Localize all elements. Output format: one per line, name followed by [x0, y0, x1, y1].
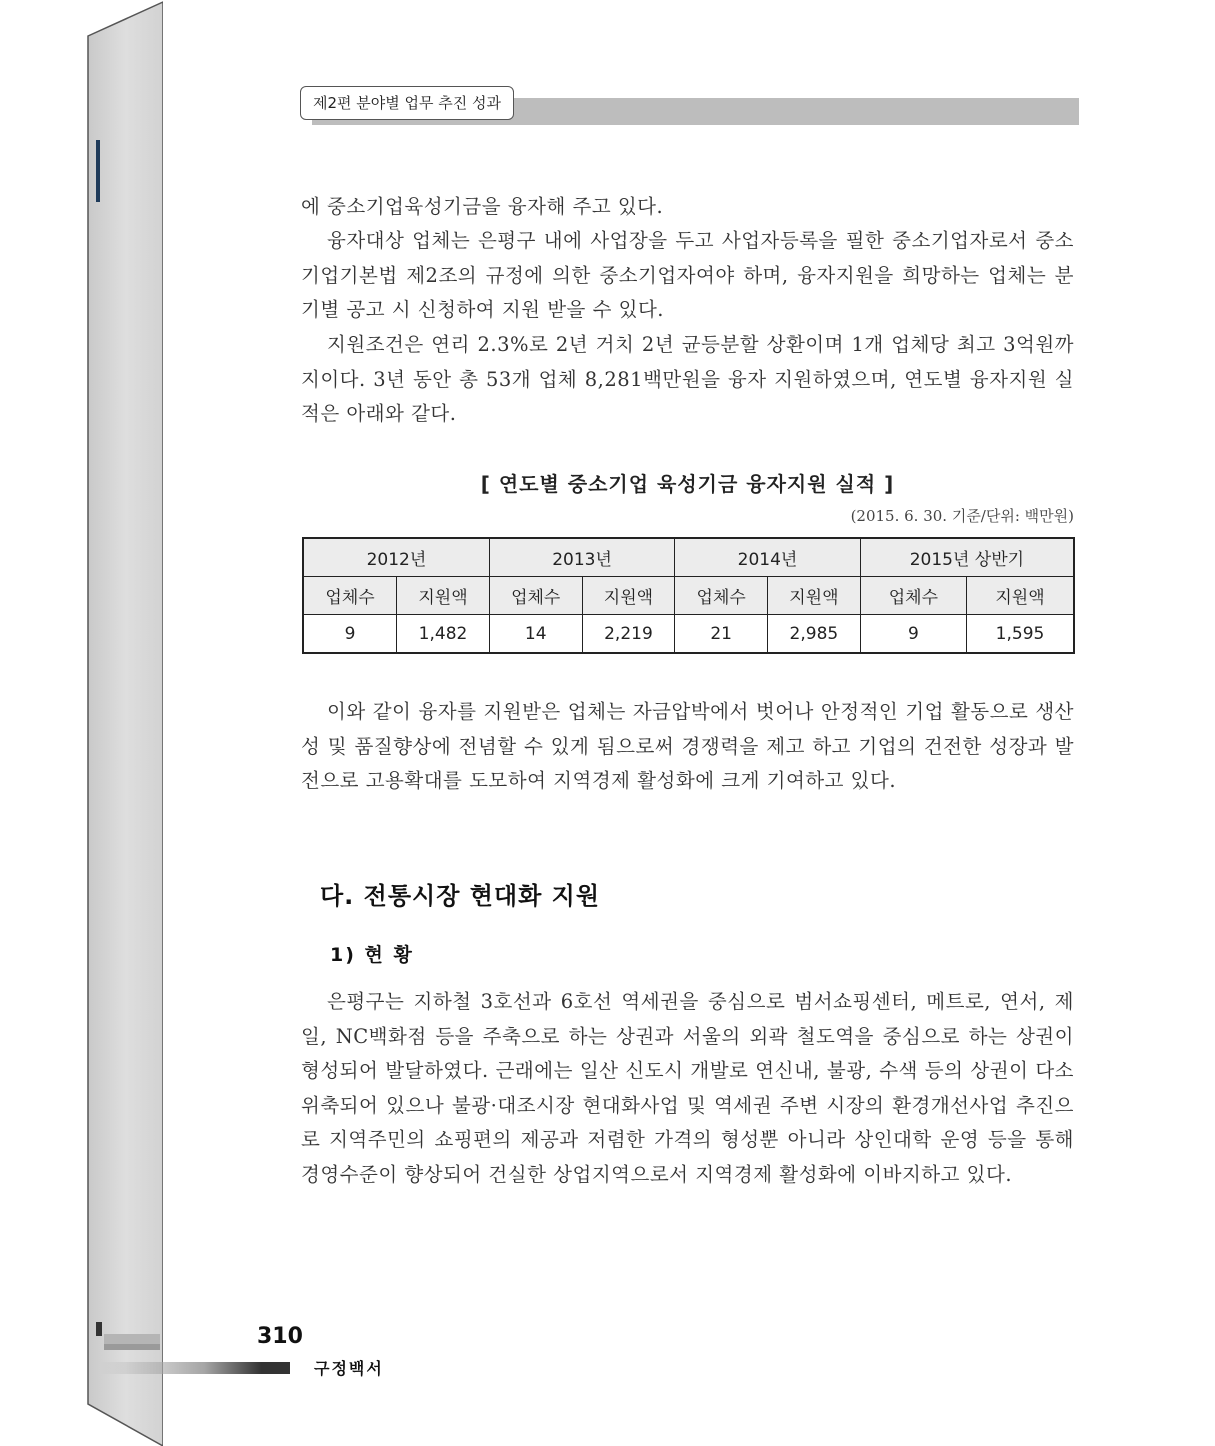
table-year-row — [303, 538, 1074, 577]
table-cell: 1,595 — [967, 615, 1074, 654]
sub-header: 지원액 — [582, 577, 675, 615]
table-row — [303, 615, 1074, 654]
table-subheader-row — [303, 577, 1074, 615]
table-note: (2015. 6. 30. 기준/단위: 백만원) — [850, 507, 1074, 525]
sub-header: 업체수 — [860, 577, 966, 615]
paragraph-5: 은평구는 지하철 3호선과 6호선 역세권을 중심으로 범서쇼핑센터, 메트로, 연서, 제일, NC백화점 등을 주축으로 하는 상권과 서울의 외곽 철도역을 중심으로 하는 상권이 형성되어 발달하였다. 근래에는 일산 신도시 개발로 연신내, 불광, 수색 등의 상권이 다소 위축되어 있으나 불광·대조시장 현대화사업 및 역세권 주변 시장의 환경개선사업 추진으로 지역주민의 쇼핑편의 제공과 저렴한 가격의 형성뿐 아니라 상인대학 운영 등을 통해 경영수준이 향상되어 건실한 상업지역으로서 지역경제 활성화에 이바지하고 있다. — [301, 990, 1074, 1186]
section-title: 다. 전통시장 현대화 지원 — [320, 882, 601, 910]
year-header: 2014년 — [675, 538, 860, 577]
paragraph-1: 에 중소기업육성기금을 융자해 주고 있다. — [301, 195, 664, 218]
table-cell: 14 — [489, 615, 582, 654]
sub-header: 지원액 — [967, 577, 1074, 615]
table-cell: 21 — [675, 615, 768, 654]
paragraph-2: 융자대상 업체는 은평구 내에 사업장을 두고 사업자등록을 필한 중소기업자로서 중소기업기본법 제2조의 규정에 의한 중소기업자여야 하며, 융자지원을 희망하는 업체는 분기별 공고 시 신청하여 지원 받을 수 있다. — [301, 229, 1074, 321]
paragraph-3: 지원조건은 연리 2.3%로 2년 거치 2년 균등분할 상환이며 1개 업체당 최고 3억원까지이다. 3년 동안 총 53개 업체 8,281백만원을 융자 지원하였으며, 연도별 융자지원 실적은 아래와 같다. — [301, 333, 1074, 425]
table-title: [ 연도별 중소기업 육성기금 융자지원 실적 ] — [480, 472, 895, 496]
sub-header: 업체수 — [675, 577, 768, 615]
book-title: 구정백서 — [314, 1359, 384, 1378]
subsection-title: 1) 현 황 — [330, 944, 414, 966]
book-spine-edge — [0, 0, 170, 1446]
page-number: 310 — [257, 1324, 303, 1349]
paragraph-4: 이와 같이 융자를 지원받은 업체는 자금압박에서 벗어나 안정적인 기업 활동으로 생산성 및 품질향상에 전념할 수 있게 됨으로써 경쟁력을 제고 하고 기업의 건전한 성장과 발전으로 고용확대를 도모하여 지역경제 활성화에 크게 기여하고 있다. — [301, 700, 1074, 792]
table-cell: 1,482 — [397, 615, 490, 654]
year-header: 2012년 — [303, 538, 489, 577]
sub-header: 지원액 — [768, 577, 861, 615]
sub-header: 업체수 — [303, 577, 397, 615]
sub-header: 지원액 — [397, 577, 490, 615]
sub-header: 업체수 — [489, 577, 582, 615]
table-cell: 2,219 — [582, 615, 675, 654]
year-header: 2015년 상반기 — [860, 538, 1074, 577]
year-header: 2013년 — [489, 538, 674, 577]
loan-support-table — [302, 537, 1075, 654]
table-cell: 2,985 — [768, 615, 861, 654]
footer-bar — [100, 1362, 290, 1374]
chapter-header-tab: 제2편 분야별 업무 추진 성과 — [300, 86, 514, 120]
table-cell: 9 — [303, 615, 397, 654]
table-cell: 9 — [860, 615, 966, 654]
